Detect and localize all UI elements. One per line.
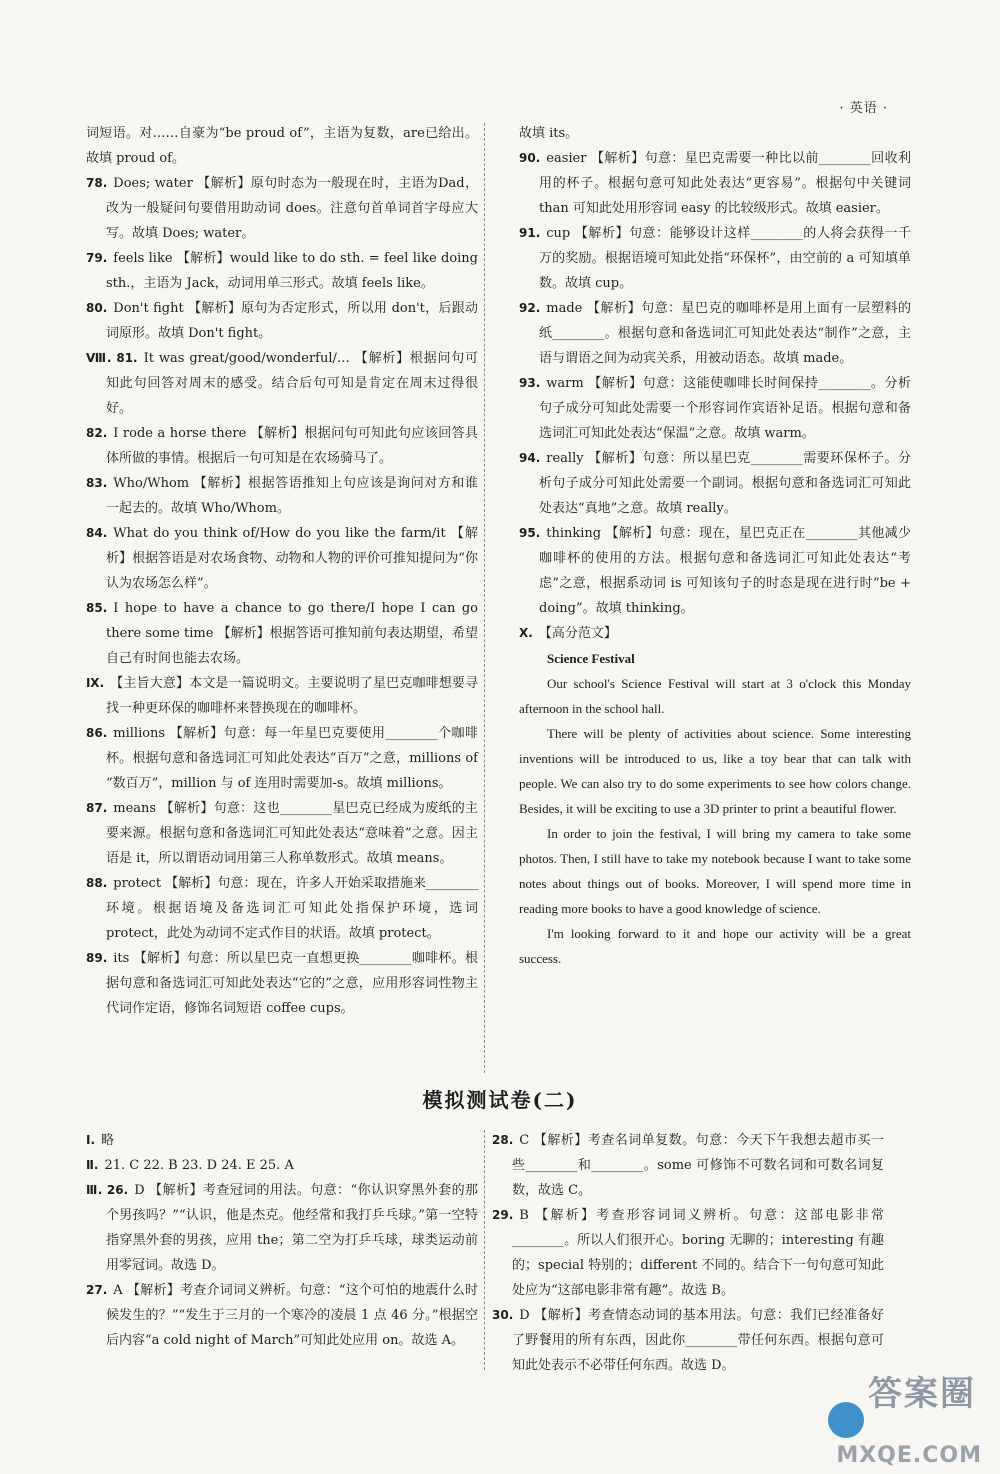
essay-paragraph: In order to join the festival, I will bring my camera to take some photos. Then, I still have to take my notebook because I want to take some notes about things out of books. Moreover, I will spend more time in reading more books to have a good knowledge of science. <box>519 826 911 916</box>
item-text: easier 【解析】句意：星巴克需要一种比以前________回收利用的杯子。根据句意可知此处表达“更容易”。根据句中关键词 than 可知此处用形容词 easy 的比较级形式。故填 easier。 <box>539 151 911 216</box>
answer-item <box>86 296 478 346</box>
answer-item <box>86 1178 478 1278</box>
item-number: 90. <box>519 151 541 165</box>
answer-item <box>86 946 478 1021</box>
item-text: I hope to have a chance to go there/I hope I can go there some time 【解析】根据答语可推知前句表达期望，希望自己有时间也能去农场。 <box>106 601 478 666</box>
answer-item <box>86 121 478 171</box>
item-text: What do you think of/How do you like the farm/it 【解析】根据答语是对农场食物、动物和人物的评价可推知提问为“你认为农场怎么样”。 <box>106 526 478 591</box>
item-number: Ⅸ. <box>86 676 105 690</box>
item-text: Don't fight 【解析】原句为否定形式，所以用 don't，后跟动词原形。故填 Don't fight。 <box>106 301 478 341</box>
item-number: 95. <box>519 526 541 540</box>
answer-item <box>86 796 478 871</box>
item-number: Ⅷ. 81. <box>86 351 138 365</box>
item-number: 87. <box>86 801 108 815</box>
item-number: 88. <box>86 876 108 890</box>
answer-item <box>86 346 478 421</box>
item-text: B 【解析】考查形容词词义辨析。句意：这部电影非常________。所以人们很开心。boring 无聊的；interesting 有趣的；special 特别的；different 不同的。结合下一句句意可知此处应为“这部电影非常有趣”。故选 B。 <box>512 1208 884 1298</box>
item-text: millions 【解析】句意：每一年星巴克要使用________个咖啡杯。根据句意和备选词汇可知此处表达“百万”之意，millions of “数百万”，million 与 of 连用时需要加-s。故填 millions。 <box>106 726 478 791</box>
watermark-text: 答案圈 <box>868 1374 976 1414</box>
subject-tag: · 英语 · <box>839 101 888 116</box>
essay-title: Science Festival <box>547 651 635 666</box>
answer-item <box>86 521 478 596</box>
item-text: A 【解析】考查介词词义辨析。句意：“这个可怕的地震什么时候发生的？”“发生于三月的一个寒冷的凌晨 1 点 46 分。”根据空后内容“a cold night of March”可知此处应用 on。故选 A。 <box>106 1283 478 1348</box>
item-number: 30. <box>492 1308 514 1322</box>
answer-item <box>519 221 911 296</box>
answer-item <box>86 171 478 246</box>
item-text: D 【解析】考查冠词的用法。句意：“你认识穿黑外套的那个男孩吗？”“认识，他是杰克。他经常和我打乒乓球。”第一空特指穿黑外套的男孩，应用 the；第二空为打乒乓球，球类运动前用零冠词。故选 D。 <box>106 1183 478 1273</box>
answer-item <box>519 521 911 621</box>
test-title: 模拟测试卷(二) <box>422 1088 578 1112</box>
item-text: 21. C 22. B 23. D 24. E 25. A <box>104 1158 294 1173</box>
item-text: D 【解析】考查情态动词的基本用法。句意：我们已经准备好了野餐用的所有东西，因此你________带任何东西。根据句意可知此处表示不必带任何东西。故选 D。 <box>512 1308 884 1373</box>
item-number: 29. <box>492 1208 514 1222</box>
answer-item <box>86 421 478 471</box>
item-number: 27. <box>86 1283 108 1297</box>
answer-item <box>86 1128 478 1153</box>
item-number: 80. <box>86 301 108 315</box>
test2-right-column <box>492 1128 884 1378</box>
item-number: 82. <box>86 426 108 440</box>
test2-left-column <box>86 1128 478 1353</box>
item-text: warm 【解析】句意：这能使咖啡长时间保持________。分析句子成分可知此处需要一个形容词作宾语补足语。根据句意和备选词汇可知此处表达“保温”之意。故填 warm。 <box>539 376 911 441</box>
item-text: 词短语。对……自豪为“be proud of”，主语为复数，are已给出。故填 proud of。 <box>86 126 478 166</box>
item-text: I rode a horse there 【解析】根据问句可知此句应该回答具体所做的事情。根据后一句可知是在农场骑马了。 <box>106 426 478 466</box>
essay-paragraph: I'm looking forward to it and hope our activity will be a great success. <box>519 926 911 966</box>
answer-item <box>492 1128 884 1203</box>
item-number: 86. <box>86 726 108 740</box>
item-text: 略 <box>101 1133 115 1148</box>
item-number: 85. <box>86 601 108 615</box>
item-number: Ⅲ. 26. <box>86 1183 129 1197</box>
column-divider-2 <box>484 1130 485 1370</box>
answer-item <box>86 596 478 671</box>
item-number: 78. <box>86 176 108 190</box>
answer-item <box>519 121 911 146</box>
item-number: Ⅰ. <box>86 1133 96 1147</box>
watermark-logo <box>832 1374 982 1468</box>
essay-paragraph: Our school's Science Festival will start at 3 o'clock this Monday afternoon in the school hall. <box>519 676 911 716</box>
answer-item <box>519 146 911 221</box>
answer-item <box>519 371 911 446</box>
left-column <box>86 121 478 1021</box>
item-number: 28. <box>492 1133 514 1147</box>
answer-item <box>519 621 911 646</box>
right-items <box>519 121 911 646</box>
right-column <box>519 121 911 971</box>
item-number: 92. <box>519 301 541 315</box>
answer-item <box>519 296 911 371</box>
watermark-badge-icon <box>828 1402 864 1438</box>
item-number: 91. <box>519 226 541 240</box>
item-text: Who/Whom 【解析】根据答语推知上句应该是询问对方和谁一起去的。故填 Who/Whom。 <box>106 476 478 516</box>
item-text: really 【解析】句意：所以星巴克________需要环保杯子。分析句子成分可知此处需要一个副词。根据句意和备选词汇可知此处表达“真地”之意。故填 really。 <box>539 451 911 516</box>
watermark-url: MXQE.COM <box>836 1443 982 1468</box>
item-text: means 【解析】句意：这也________星巴克已经成为废纸的主要来源。根据句意和备选词汇可知此处表达“意味着”之意。因主语是 it，所以谓语动词用第三人称单数形式。故填 means。 <box>106 801 478 866</box>
item-number: Ⅱ. <box>86 1158 99 1172</box>
item-text: Does; water 【解析】原句时态为一般现在时，主语为Dad，改为一般疑问句要借用助动词 does。注意句首单词首字母应大写。故填 Does; water。 <box>106 176 478 241</box>
item-text: 故填 its。 <box>519 126 579 141</box>
item-text: feels like 【解析】would like to do sth. = feel like doing sth.，主语为 Jack，动词用单三形式。故填 feels like。 <box>106 251 478 291</box>
answer-item <box>86 1153 478 1178</box>
item-number: 94. <box>519 451 541 465</box>
item-text: protect 【解析】句意：现在，许多人开始采取措施来________环境。根据语境及备选词汇可知此处指保护环境，选词 protect，此处为动词不定式作目的状语。故填 protect。 <box>106 876 478 941</box>
item-text: 【高分范文】 <box>538 626 617 641</box>
answer-item <box>86 671 478 721</box>
item-text: its 【解析】句意：所以星巴克一直想更换________咖啡杯。根据句意和备选词汇可知此处表达“它的”之意，应用形容词性物主代词作定语，修饰名词短语 coffee cups。 <box>106 951 478 1016</box>
item-number: 84. <box>86 526 108 540</box>
item-number: 79. <box>86 251 108 265</box>
item-number: Ⅹ. <box>519 626 533 640</box>
item-text: cup 【解析】句意：能够设计这样________的人将会获得一千万的奖励。根据语境可知此处指“环保杯”，由空前的 a 可知填单数。故填 cup。 <box>539 226 911 291</box>
answer-item <box>86 246 478 296</box>
essay-paragraph: There will be plenty of activities about science. Some interesting inventions will be introduced to us, like a toy bear that can talk with people. We can also try to do some experiments to see how colors change. Besides, it will be exciting to use a 3D printer to print a beautiful flower. <box>519 726 911 816</box>
answer-item <box>492 1203 884 1303</box>
item-text: 【主旨大意】本文是一篇说明文。主要说明了星巴克咖啡想要寻找一种更环保的咖啡杯来替换现在的咖啡杯。 <box>106 676 478 716</box>
answer-item <box>492 1303 884 1378</box>
item-number: 89. <box>86 951 108 965</box>
item-text: C 【解析】考查名词单复数。句意：今天下午我想去超市买一些________和________。some 可修饰不可数名词和可数名词复数，故选 C。 <box>512 1133 884 1198</box>
answer-item <box>86 1278 478 1353</box>
item-number: 83. <box>86 476 108 490</box>
item-number: 93. <box>519 376 541 390</box>
column-divider <box>484 123 485 1073</box>
item-text: thinking 【解析】句意：现在，星巴克正在________其他减少咖啡杯的使用的方法。根据句意和备选词汇可知此处表达“考虑”之意，根据系动词 is 可知该句子的时态是现在进行时“be + doing”。故填 thinking。 <box>539 526 911 616</box>
answer-item <box>519 446 911 521</box>
answer-item <box>86 871 478 946</box>
item-text: made 【解析】句意：星巴克的咖啡杯是用上面有一层塑料的纸________。根据句意和备选词汇可知此处表达“制作”之意，主语与谓语之间为动宾关系，用被动语态。故填 made。 <box>539 301 911 366</box>
item-text: It was great/good/wonderful/… 【解析】根据问句可知此句回答对周末的感受。结合后句可知是肯定在周末过得很好。 <box>106 351 478 416</box>
model-essay <box>519 646 911 971</box>
answer-item <box>86 471 478 521</box>
answer-item <box>86 721 478 796</box>
